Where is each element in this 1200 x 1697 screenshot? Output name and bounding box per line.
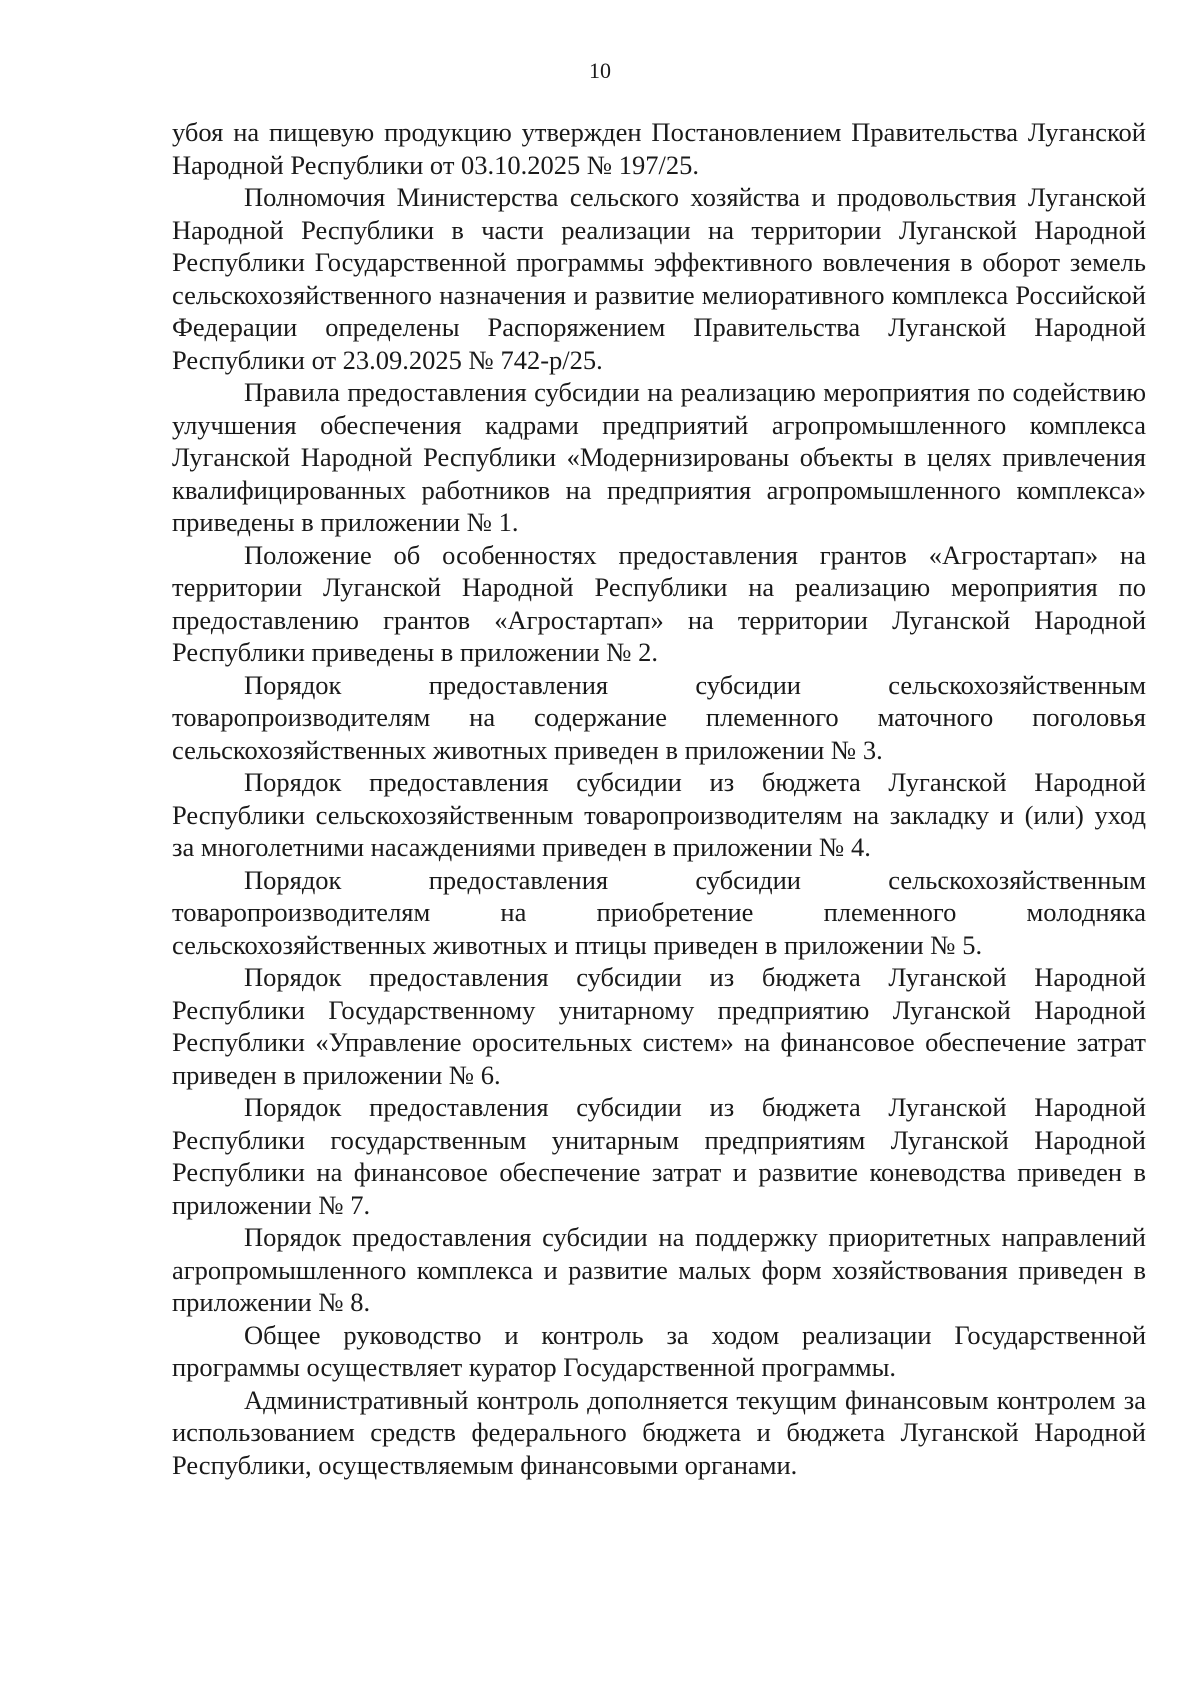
paragraph-appendix-6: Порядок предоставления субсидии из бюджета Луганской Народной Республики Государственному унитарному предприятию Луганской Народной Республики «Управление оросительных систем» на финансовое обеспечение затрат приведен в приложении № 6. xyxy=(172,962,1146,1090)
paragraph-appendix-1: Правила предоставления субсидии на реализацию мероприятия по содействию улучшения обеспечения кадрами предприятий агропромышленного комплекса Луганской Народной Республики «Модернизированы объекты в целях привлечения квалифицированных работников на предприятия агропромышленного комплекса» приведены в приложении № 1. xyxy=(172,377,1146,537)
paragraph-appendix-3: Порядок предоставления субсидии сельскохозяйственным товаропроизводителям на содержание племенного маточного поголовья сельскохозяйственных животных приведен в приложении № 3. xyxy=(172,669,1146,765)
paragraph-ministry-powers: Полномочия Министерства сельского хозяйства и продовольствия Луганской Народной Республики в части реализации на территории Луганской Народной Республики Государственной программы эффективного вовлечения в оборот земель сельскохозяйственного назначения и развитие мелиоративного комплекса Российской Федерации определены Распоряжением Правительства Луганской Народной Республики от 23.09.2025 № 742-р/25. xyxy=(172,182,1146,375)
paragraph-appendix-2: Положение об особенностях предоставления грантов «Агростартап» на территории Луганской Народной Республики на реализацию мероприятия по предоставлению грантов «Агростартап» на территории Луганской Народной Республики приведены в приложении № 2. xyxy=(172,539,1146,667)
page-number: 10 xyxy=(589,58,611,83)
paragraph-continuation: убоя на пищевую продукцию утвержден Постановлением Правительства Луганской Народной Республики от 03.10.2025 № 197/25. xyxy=(172,117,1146,180)
paragraph-general-management: Общее руководство и контроль за ходом реализации Государственной программы осуществляет куратор Государственной программы. xyxy=(172,1319,1146,1382)
paragraph-administrative-control: Административный контроль дополняется текущим финансовым контролем за использованием средств федерального бюджета и бюджета Луганской Народной Республики, осуществляемым финансовыми органами. xyxy=(172,1384,1146,1480)
paragraph-appendix-5: Порядок предоставления субсидии сельскохозяйственным товаропроизводителям на приобретение племенного молодняка сельскохозяйственных животных и птицы приведен в приложении № 5. xyxy=(172,864,1146,960)
paragraph-appendix-4: Порядок предоставления субсидии из бюджета Луганской Народной Республики сельскохозяйственным товаропроизводителям на закладку и (или) уход за многолетними насаждениями приведен в приложении № 4. xyxy=(172,767,1146,862)
body-text xyxy=(172,116,1146,1481)
paragraph-appendix-7: Порядок предоставления субсидии из бюджета Луганской Народной Республики государственным унитарным предприятиям Луганской Народной Республики на финансовое обеспечение затрат и развитие коневодства приведен в приложении № 7. xyxy=(172,1092,1146,1220)
paragraph-appendix-8: Порядок предоставления субсидии на поддержку приоритетных направлений агропромышленного комплекса и развитие малых форм хозяйствования приведен в приложении № 8. xyxy=(172,1222,1146,1317)
